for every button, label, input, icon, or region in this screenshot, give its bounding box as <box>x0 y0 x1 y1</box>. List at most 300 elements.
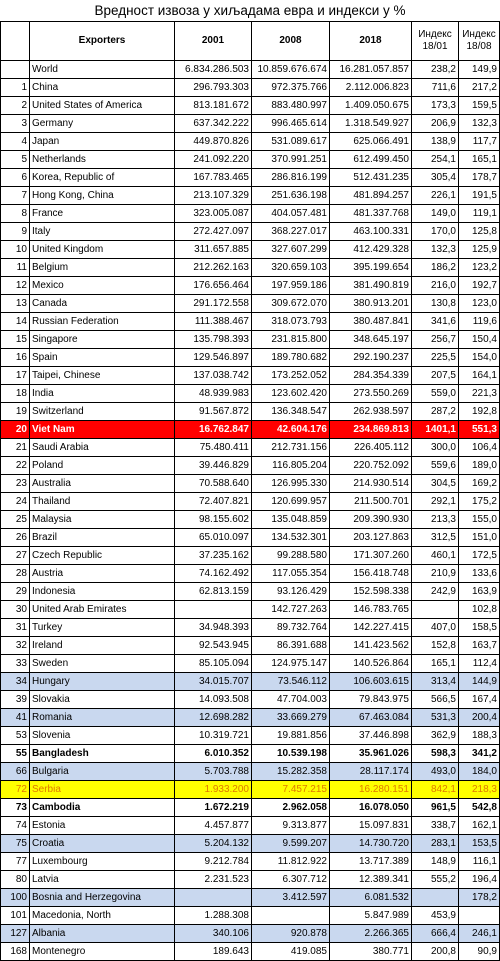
value-2008-cell: 73.546.112 <box>252 673 330 691</box>
value-2018-cell: 292.190.237 <box>330 349 412 367</box>
value-2001-cell: 39.446.829 <box>175 457 252 475</box>
value-2001-cell: 70.588.640 <box>175 475 252 493</box>
rank-cell: 19 <box>1 403 30 421</box>
index-18-01-cell: 313,4 <box>412 673 459 691</box>
rank-cell: 7 <box>1 187 30 205</box>
exporter-name-cell: World <box>30 61 175 79</box>
exporter-name-cell: Malaysia <box>30 511 175 529</box>
exporter-name-cell: Viet Nam <box>30 421 175 439</box>
value-2018-cell: 35.961.026 <box>330 745 412 763</box>
value-2018-cell: 203.127.863 <box>330 529 412 547</box>
table-row <box>1 817 500 835</box>
index-18-01-cell: 292,1 <box>412 493 459 511</box>
index-18-01-cell: 666,4 <box>412 925 459 943</box>
value-2001-cell: 1.933.200 <box>175 781 252 799</box>
value-2008-cell: 120.699.957 <box>252 493 330 511</box>
table-row <box>1 97 500 115</box>
table-row <box>1 223 500 241</box>
value-2008-cell: 42.604.176 <box>252 421 330 439</box>
index-18-01-cell: 598,3 <box>412 745 459 763</box>
table-row <box>1 673 500 691</box>
value-2018-cell: 146.783.765 <box>330 601 412 619</box>
table-row <box>1 295 500 313</box>
index-18-08-cell: 155,0 <box>459 511 500 529</box>
exporter-name-cell: Netherlands <box>30 151 175 169</box>
rank-cell: 11 <box>1 259 30 277</box>
exporter-name-cell: Sweden <box>30 655 175 673</box>
exporter-name-cell: Mexico <box>30 277 175 295</box>
value-2001-cell: 74.162.492 <box>175 565 252 583</box>
index-18-08-cell: 184,0 <box>459 763 500 781</box>
value-2008-cell: 7.457.215 <box>252 781 330 799</box>
index-18-08-cell: 200,4 <box>459 709 500 727</box>
index-18-01-cell: 300,0 <box>412 439 459 457</box>
value-2001-cell: 72.407.821 <box>175 493 252 511</box>
value-2001-cell: 1.672.219 <box>175 799 252 817</box>
index-18-08-header: Индекс 18/08 <box>459 22 500 61</box>
table-row <box>1 601 500 619</box>
index-18-08-cell: 196,4 <box>459 871 500 889</box>
rank-cell: 14 <box>1 313 30 331</box>
value-2001-cell: 291.172.558 <box>175 295 252 313</box>
rank-cell: 32 <box>1 637 30 655</box>
rank-cell: 26 <box>1 529 30 547</box>
value-2001-cell: 129.546.897 <box>175 349 252 367</box>
rank-cell: 31 <box>1 619 30 637</box>
table-body <box>1 61 500 961</box>
rank-header <box>1 22 30 61</box>
exporter-name-cell: United Arab Emirates <box>30 601 175 619</box>
value-2018-cell: 262.938.597 <box>330 403 412 421</box>
exporters-header: Exporters <box>30 22 175 61</box>
index-18-01-cell: 304,5 <box>412 475 459 493</box>
rank-cell: 100 <box>1 889 30 907</box>
value-2018-cell: 152.598.338 <box>330 583 412 601</box>
value-2018-cell: 2.266.365 <box>330 925 412 943</box>
index-18-01-cell: 130,8 <box>412 295 459 313</box>
exporter-name-cell: Luxembourg <box>30 853 175 871</box>
value-2001-cell: 48.939.983 <box>175 385 252 403</box>
value-2018-cell: 14.730.720 <box>330 835 412 853</box>
index-18-08-cell: 163,9 <box>459 583 500 601</box>
table-row <box>1 781 500 799</box>
value-2001-cell <box>175 889 252 907</box>
exporter-name-cell: Hong Kong, China <box>30 187 175 205</box>
value-2008-cell: 2.962.058 <box>252 799 330 817</box>
value-2008-cell: 531.089.617 <box>252 133 330 151</box>
rank-cell: 18 <box>1 385 30 403</box>
value-2001-cell: 65.010.097 <box>175 529 252 547</box>
rank-cell: 127 <box>1 925 30 943</box>
value-2018-cell: 15.097.831 <box>330 817 412 835</box>
table-row <box>1 871 500 889</box>
index-18-08-cell: 119,1 <box>459 205 500 223</box>
exporter-name-cell: Cambodia <box>30 799 175 817</box>
value-2008-cell: 142.727.263 <box>252 601 330 619</box>
index-18-01-cell <box>412 889 459 907</box>
index-18-08-cell: 192,7 <box>459 277 500 295</box>
value-2018-cell: 380.913.201 <box>330 295 412 313</box>
table-row <box>1 439 500 457</box>
rank-cell: 80 <box>1 871 30 889</box>
rank-cell: 13 <box>1 295 30 313</box>
value-2008-cell: 10.859.676.674 <box>252 61 330 79</box>
value-2008-cell: 47.704.003 <box>252 691 330 709</box>
index-18-01-cell: 238,2 <box>412 61 459 79</box>
table-row <box>1 187 500 205</box>
value-2001-cell: 62.813.159 <box>175 583 252 601</box>
rank-cell: 33 <box>1 655 30 673</box>
index-18-08-cell: 178,2 <box>459 889 500 907</box>
value-2001-cell: 311.657.885 <box>175 241 252 259</box>
index-18-01-cell: 206,9 <box>412 115 459 133</box>
index-18-01-cell: 460,1 <box>412 547 459 565</box>
value-2008-cell: 126.995.330 <box>252 475 330 493</box>
value-2008-cell: 9.313.877 <box>252 817 330 835</box>
index-18-08-cell: 153,5 <box>459 835 500 853</box>
header-row <box>1 22 500 61</box>
rank-cell: 1 <box>1 79 30 97</box>
value-2001-cell: 323.005.087 <box>175 205 252 223</box>
index-18-08-cell <box>459 907 500 925</box>
rank-cell: 29 <box>1 583 30 601</box>
index-18-01-cell: 173,3 <box>412 97 459 115</box>
index-18-01-cell: 305,4 <box>412 169 459 187</box>
exporter-name-cell: Australia <box>30 475 175 493</box>
index-18-08-cell: 106,4 <box>459 439 500 457</box>
index-18-01-cell: 555,2 <box>412 871 459 889</box>
rank-cell: 5 <box>1 151 30 169</box>
index-18-01-cell: 148,9 <box>412 853 459 871</box>
value-2018-cell: 481.337.768 <box>330 205 412 223</box>
table-row <box>1 619 500 637</box>
value-2008-cell: 136.348.547 <box>252 403 330 421</box>
index-18-01-cell: 138,9 <box>412 133 459 151</box>
value-2018-cell: 6.081.532 <box>330 889 412 907</box>
value-2008-cell: 251.636.198 <box>252 187 330 205</box>
index-18-08-cell: 119,6 <box>459 313 500 331</box>
index-18-08-cell: 149,9 <box>459 61 500 79</box>
value-2001-cell: 135.798.393 <box>175 331 252 349</box>
value-2001-cell: 34.948.393 <box>175 619 252 637</box>
rank-cell: 75 <box>1 835 30 853</box>
year-2008-header: 2008 <box>252 22 330 61</box>
value-2018-cell: 1.409.050.675 <box>330 97 412 115</box>
value-2018-cell: 463.100.331 <box>330 223 412 241</box>
rank-cell: 21 <box>1 439 30 457</box>
exporter-name-cell: France <box>30 205 175 223</box>
rank-cell: 39 <box>1 691 30 709</box>
rank-cell: 6 <box>1 169 30 187</box>
index-18-01-cell: 407,0 <box>412 619 459 637</box>
value-2008-cell: 996.465.614 <box>252 115 330 133</box>
value-2018-cell: 612.499.450 <box>330 151 412 169</box>
index-18-08-cell: 165,1 <box>459 151 500 169</box>
rank-cell: 3 <box>1 115 30 133</box>
value-2008-cell: 123.602.420 <box>252 385 330 403</box>
exporter-name-cell: Singapore <box>30 331 175 349</box>
value-2008-cell: 370.991.251 <box>252 151 330 169</box>
table-row <box>1 403 500 421</box>
value-2018-cell: 2.112.006.823 <box>330 79 412 97</box>
exporter-name-cell: Switzerland <box>30 403 175 421</box>
value-2001-cell: 213.107.329 <box>175 187 252 205</box>
index-18-08-cell: 172,5 <box>459 547 500 565</box>
exporter-name-cell: Germany <box>30 115 175 133</box>
rank-cell: 34 <box>1 673 30 691</box>
value-2008-cell: 173.252.052 <box>252 367 330 385</box>
index-18-01-cell: 1401,1 <box>412 421 459 439</box>
value-2018-cell: 209.390.930 <box>330 511 412 529</box>
exporter-name-cell: United States of America <box>30 97 175 115</box>
value-2008-cell: 3.412.597 <box>252 889 330 907</box>
index-18-01-cell: 362,9 <box>412 727 459 745</box>
table-row <box>1 511 500 529</box>
index-18-08-cell: 112,4 <box>459 655 500 673</box>
rank-cell: 15 <box>1 331 30 349</box>
index-18-08-cell: 117,7 <box>459 133 500 151</box>
value-2018-cell: 16.078.050 <box>330 799 412 817</box>
exporter-name-cell: Bosnia and Herzegovina <box>30 889 175 907</box>
value-2018-cell: 211.500.701 <box>330 493 412 511</box>
value-2018-cell: 5.847.989 <box>330 907 412 925</box>
rank-cell: 4 <box>1 133 30 151</box>
exporter-name-cell: Turkey <box>30 619 175 637</box>
index-18-08-cell: 341,2 <box>459 745 500 763</box>
table-row <box>1 799 500 817</box>
value-2001-cell: 9.212.784 <box>175 853 252 871</box>
value-2001-cell: 92.543.945 <box>175 637 252 655</box>
table-row <box>1 907 500 925</box>
value-2001-cell: 12.698.282 <box>175 709 252 727</box>
index-18-08-cell: 123,2 <box>459 259 500 277</box>
exporter-name-cell: Slovenia <box>30 727 175 745</box>
index-18-08-cell: 154,0 <box>459 349 500 367</box>
value-2018-cell: 481.894.257 <box>330 187 412 205</box>
table-row <box>1 205 500 223</box>
table-row <box>1 277 500 295</box>
table-row <box>1 493 500 511</box>
exporter-name-cell: Croatia <box>30 835 175 853</box>
exporter-name-cell: Ireland <box>30 637 175 655</box>
exporter-name-cell: United Kingdom <box>30 241 175 259</box>
table-row <box>1 367 500 385</box>
table-row <box>1 313 500 331</box>
rank-cell: 22 <box>1 457 30 475</box>
value-2018-cell: 140.526.864 <box>330 655 412 673</box>
value-2018-cell: 214.930.514 <box>330 475 412 493</box>
exporter-name-cell: Italy <box>30 223 175 241</box>
value-2008-cell: 89.732.764 <box>252 619 330 637</box>
rank-cell: 168 <box>1 943 30 961</box>
value-2018-cell: 16.281.057.857 <box>330 61 412 79</box>
value-2018-cell: 348.645.197 <box>330 331 412 349</box>
value-2008-cell: 15.282.358 <box>252 763 330 781</box>
value-2008-cell: 368.227.017 <box>252 223 330 241</box>
index-18-01-cell: 254,1 <box>412 151 459 169</box>
value-2008-cell: 93.126.429 <box>252 583 330 601</box>
index-18-08-cell: 164,1 <box>459 367 500 385</box>
table-row <box>1 133 500 151</box>
value-2018-cell: 1.318.549.927 <box>330 115 412 133</box>
index-18-01-cell: 312,5 <box>412 529 459 547</box>
table-row <box>1 547 500 565</box>
value-2008-cell: 116.805.204 <box>252 457 330 475</box>
table-row <box>1 385 500 403</box>
value-2008-cell <box>252 907 330 925</box>
value-2001-cell: 212.262.163 <box>175 259 252 277</box>
value-2001-cell: 137.038.742 <box>175 367 252 385</box>
index-18-08-cell: 132,3 <box>459 115 500 133</box>
value-2008-cell: 19.881.856 <box>252 727 330 745</box>
exporter-name-cell: Canada <box>30 295 175 313</box>
index-18-08-cell: 125,8 <box>459 223 500 241</box>
index-18-01-cell: 338,7 <box>412 817 459 835</box>
value-2001-cell: 85.105.094 <box>175 655 252 673</box>
table-row <box>1 349 500 367</box>
table-row <box>1 475 500 493</box>
value-2018-cell: 284.354.339 <box>330 367 412 385</box>
rank-cell: 53 <box>1 727 30 745</box>
value-2018-cell: 142.227.415 <box>330 619 412 637</box>
table-row <box>1 565 500 583</box>
exporter-name-cell: Indonesia <box>30 583 175 601</box>
year-2001-header: 2001 <box>175 22 252 61</box>
value-2001-cell: 241.092.220 <box>175 151 252 169</box>
value-2008-cell: 286.816.199 <box>252 169 330 187</box>
index-18-08-cell: 158,5 <box>459 619 500 637</box>
table-row <box>1 889 500 907</box>
value-2001-cell: 6.834.286.503 <box>175 61 252 79</box>
value-2008-cell: 99.288.580 <box>252 547 330 565</box>
index-18-08-cell: 123,0 <box>459 295 500 313</box>
value-2018-cell: 28.117.174 <box>330 763 412 781</box>
table-row <box>1 115 500 133</box>
index-18-01-cell: 149,0 <box>412 205 459 223</box>
value-2018-cell: 380.771 <box>330 943 412 961</box>
table-row <box>1 583 500 601</box>
table-row <box>1 421 500 439</box>
value-2001-cell: 10.319.721 <box>175 727 252 745</box>
exporter-name-cell: Albania <box>30 925 175 943</box>
rank-cell: 77 <box>1 853 30 871</box>
table-row <box>1 925 500 943</box>
table-row <box>1 745 500 763</box>
value-2008-cell: 86.391.688 <box>252 637 330 655</box>
table-row <box>1 169 500 187</box>
index-18-08-cell: 163,7 <box>459 637 500 655</box>
table-row <box>1 763 500 781</box>
index-18-01-cell <box>412 601 459 619</box>
rank-cell: 25 <box>1 511 30 529</box>
value-2001-cell: 34.015.707 <box>175 673 252 691</box>
rank-cell: 2 <box>1 97 30 115</box>
index-18-01-cell: 559,6 <box>412 457 459 475</box>
value-2008-cell: 318.073.793 <box>252 313 330 331</box>
table-row <box>1 853 500 871</box>
rank-cell: 72 <box>1 781 30 799</box>
value-2001-cell: 5.703.788 <box>175 763 252 781</box>
index-18-01-cell: 453,9 <box>412 907 459 925</box>
value-2008-cell: 135.048.859 <box>252 511 330 529</box>
table-row <box>1 79 500 97</box>
value-2008-cell: 11.812.922 <box>252 853 330 871</box>
table-row <box>1 691 500 709</box>
rank-cell: 24 <box>1 493 30 511</box>
value-2018-cell: 13.717.389 <box>330 853 412 871</box>
exporter-name-cell: Bangladesh <box>30 745 175 763</box>
index-18-01-cell: 207,5 <box>412 367 459 385</box>
table-row <box>1 457 500 475</box>
index-18-08-cell: 90,9 <box>459 943 500 961</box>
table-row <box>1 943 500 961</box>
index-18-01-cell: 225,5 <box>412 349 459 367</box>
exporter-name-cell: Japan <box>30 133 175 151</box>
value-2018-cell: 12.389.341 <box>330 871 412 889</box>
value-2018-cell: 37.446.898 <box>330 727 412 745</box>
value-2008-cell: 972.375.766 <box>252 79 330 97</box>
rank-cell: 55 <box>1 745 30 763</box>
index-18-01-cell: 132,3 <box>412 241 459 259</box>
value-2001-cell: 167.783.465 <box>175 169 252 187</box>
index-18-08-cell: 144,9 <box>459 673 500 691</box>
index-18-08-cell: 116,1 <box>459 853 500 871</box>
index-18-01-cell: 152,8 <box>412 637 459 655</box>
value-2001-cell: 449.870.826 <box>175 133 252 151</box>
rank-cell: 66 <box>1 763 30 781</box>
index-18-08-cell: 189,0 <box>459 457 500 475</box>
table-row <box>1 709 500 727</box>
value-2001-cell: 91.567.872 <box>175 403 252 421</box>
value-2018-cell: 16.280.151 <box>330 781 412 799</box>
exporter-name-cell: Thailand <box>30 493 175 511</box>
index-18-08-cell: 192,8 <box>459 403 500 421</box>
exporter-name-cell: Poland <box>30 457 175 475</box>
index-18-01-cell: 842,1 <box>412 781 459 799</box>
table-title: Вредност извоза у хиљадама евра и индекси у % <box>94 3 406 18</box>
exporter-name-cell: India <box>30 385 175 403</box>
value-2018-cell: 226.405.112 <box>330 439 412 457</box>
rank-cell: 10 <box>1 241 30 259</box>
value-2008-cell: 212.731.156 <box>252 439 330 457</box>
table-row <box>1 151 500 169</box>
exporter-name-cell: Latvia <box>30 871 175 889</box>
index-18-01-cell: 165,1 <box>412 655 459 673</box>
value-2018-cell: 106.603.615 <box>330 673 412 691</box>
value-2001-cell <box>175 601 252 619</box>
exporter-name-cell: Taipei, Chinese <box>30 367 175 385</box>
exporter-name-cell: Serbia <box>30 781 175 799</box>
value-2008-cell: 404.057.481 <box>252 205 330 223</box>
rank-cell: 9 <box>1 223 30 241</box>
value-2008-cell: 33.669.279 <box>252 709 330 727</box>
index-18-01-cell: 256,7 <box>412 331 459 349</box>
value-2008-cell: 189.780.682 <box>252 349 330 367</box>
table-row <box>1 835 500 853</box>
value-2001-cell: 2.231.523 <box>175 871 252 889</box>
index-18-08-cell: 125,9 <box>459 241 500 259</box>
index-18-08-cell: 542,8 <box>459 799 500 817</box>
value-2001-cell: 813.181.672 <box>175 97 252 115</box>
index-18-08-cell: 133,6 <box>459 565 500 583</box>
index-18-08-cell: 175,2 <box>459 493 500 511</box>
index-18-01-header: Индекс 18/01 <box>412 22 459 61</box>
rank-cell: 41 <box>1 709 30 727</box>
index-18-01-cell: 186,2 <box>412 259 459 277</box>
value-2001-cell: 189.643 <box>175 943 252 961</box>
value-2018-cell: 412.429.328 <box>330 241 412 259</box>
index-18-01-cell: 961,5 <box>412 799 459 817</box>
